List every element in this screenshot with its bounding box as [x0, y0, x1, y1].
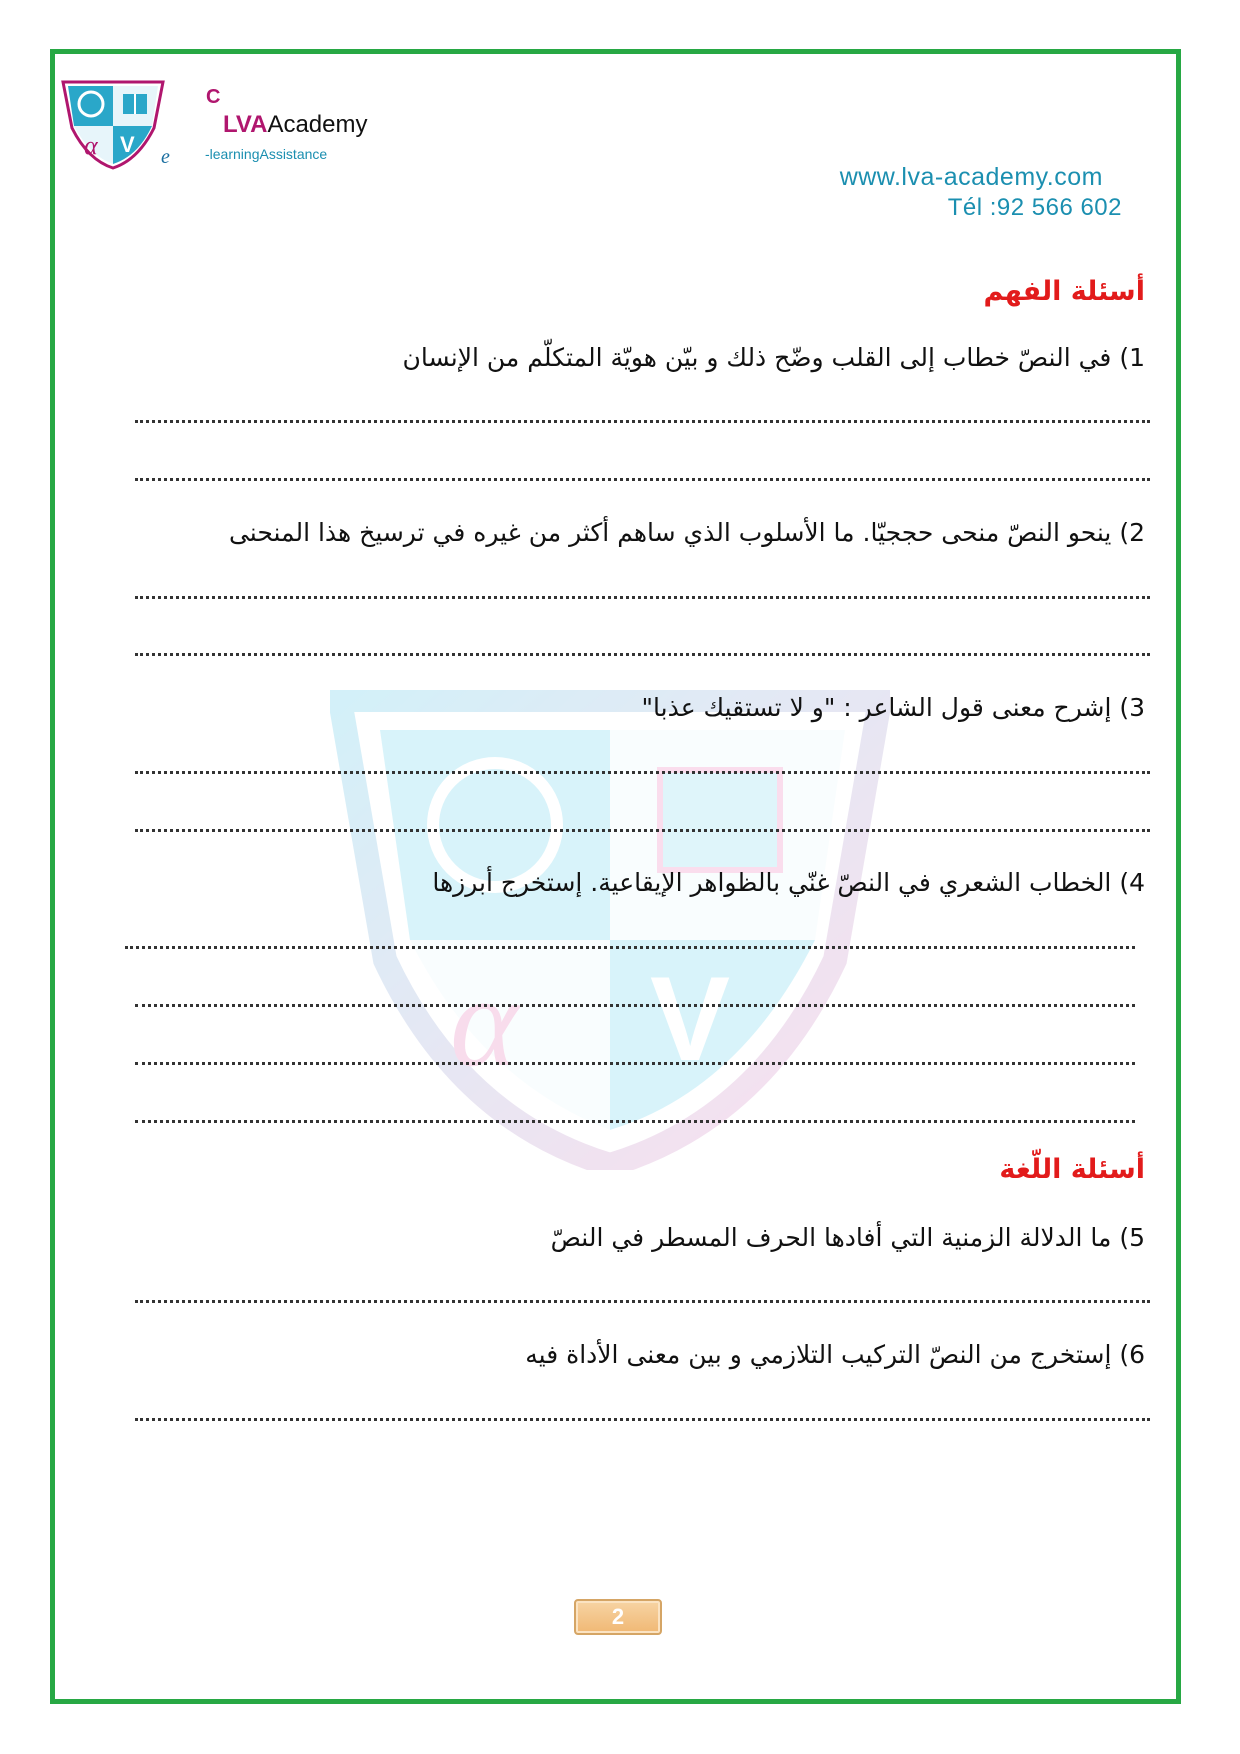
- question-6: 6) إستخرج من النصّ التركيب التلازمي و بين معنى الأداة فيه: [525, 1340, 1145, 1369]
- question-2: 2) ينحو النصّ منحى حججيّا. ما الأسلوب الذي ساهم أكثر من غيره في ترسيخ هذا المنحنى: [228, 518, 1145, 547]
- answer-line[interactable]: [135, 1062, 1135, 1065]
- answer-line[interactable]: [135, 771, 1150, 774]
- answer-line[interactable]: [135, 1300, 1150, 1303]
- svg-text:V: V: [650, 952, 731, 1086]
- svg-text:V: V: [120, 132, 135, 157]
- question-1: 1) في النصّ خطاب إلى القلب وضّح ذلك و بيّن هويّة المتكلّم من الإنسان: [402, 343, 1145, 372]
- answer-line[interactable]: [135, 1120, 1135, 1123]
- page-number-badge: 2: [574, 1599, 662, 1635]
- answer-line[interactable]: [125, 946, 1135, 949]
- brand-academy: Academy: [267, 111, 368, 138]
- brand-lva: LVA: [223, 111, 268, 138]
- svg-text:α: α: [450, 950, 519, 1094]
- question-4: 4) الخطاب الشعري في النصّ غنّي بالظواهر الإيقاعية. إستخرج أبرزها: [432, 868, 1145, 897]
- language-heading: أسئلة اللّغة: [999, 1154, 1145, 1185]
- watermark-logo-icon: [330, 690, 890, 1170]
- brand-c: C: [206, 86, 221, 108]
- question-5: 5) ما الدلالة الزمنية التي أفادها الحرف المسطر في النصّ: [550, 1223, 1145, 1252]
- answer-line[interactable]: [135, 596, 1150, 599]
- phone-number: Tél :92 566 602: [947, 194, 1122, 221]
- answer-line[interactable]: [135, 420, 1150, 423]
- website-link[interactable]: www.lva-academy.com: [839, 163, 1103, 191]
- brand-tagline: -learningAssistance: [205, 146, 328, 162]
- brand-e: e: [161, 146, 170, 168]
- answer-line[interactable]: [135, 1004, 1135, 1007]
- svg-text:α: α: [84, 131, 98, 160]
- academy-logo-icon: [58, 78, 168, 170]
- answer-line[interactable]: [135, 653, 1150, 656]
- answer-line[interactable]: [135, 1418, 1150, 1421]
- brand-name: [223, 111, 367, 139]
- answer-line[interactable]: [135, 829, 1150, 832]
- answer-line[interactable]: [135, 478, 1150, 481]
- question-3: 3) إشرح معنى قول الشاعر : "و لا تستقيك عذبا": [641, 693, 1145, 722]
- comprehension-heading: أسئلة الفهم: [983, 276, 1145, 307]
- contact-block: [840, 163, 1122, 222]
